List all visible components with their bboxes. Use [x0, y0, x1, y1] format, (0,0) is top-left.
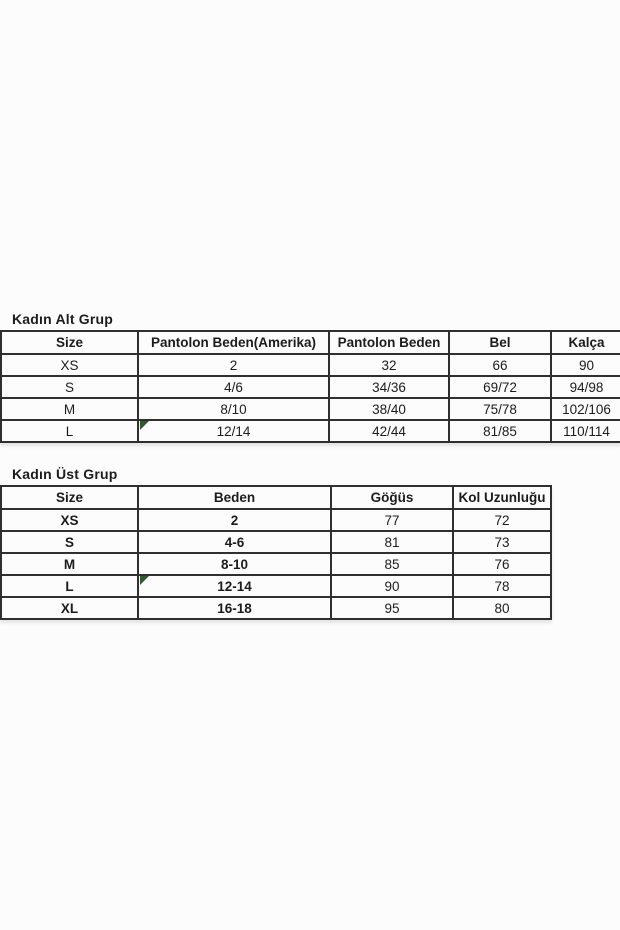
table-cell: 77: [331, 509, 453, 531]
table-cell: 4-6: [138, 531, 331, 553]
top-group-section: [0, 466, 552, 620]
table-cell: XL: [1, 597, 138, 619]
table-cell: 38/40: [329, 398, 449, 420]
table-cell: 32: [329, 354, 449, 376]
table-cell: 73: [453, 531, 551, 553]
top-group-title: Kadın Üst Grup: [12, 466, 118, 482]
table-row: [1, 398, 620, 420]
column-header: Kol Uzunluğu: [453, 486, 551, 509]
top-group-size-table: [0, 485, 552, 620]
table-row: [1, 509, 551, 531]
table-cell: 81: [331, 531, 453, 553]
table-cell: 42/44: [329, 420, 449, 442]
column-header: Kalça: [551, 331, 620, 354]
table-cell: 81/85: [449, 420, 551, 442]
table-cell: L: [1, 420, 138, 442]
table-row: [1, 553, 551, 575]
column-header: Pantolon Beden: [329, 331, 449, 354]
header-row: [1, 331, 620, 354]
bottom-group-size-table: [0, 330, 620, 443]
table-cell: 12-14: [138, 575, 331, 597]
table-cell: XS: [1, 509, 138, 531]
table-cell: 2: [138, 354, 329, 376]
table-cell: 16-18: [138, 597, 331, 619]
table-cell: 2: [138, 509, 331, 531]
table-row: [1, 354, 620, 376]
table-cell: 78: [453, 575, 551, 597]
table-cell: M: [1, 553, 138, 575]
column-header: Size: [1, 486, 138, 509]
table-cell: 110/114: [551, 420, 620, 442]
table-cell: 8-10: [138, 553, 331, 575]
table-row: [1, 597, 551, 619]
table-cell: 34/36: [329, 376, 449, 398]
bottom-group-title: Kadın Alt Grup: [12, 311, 114, 327]
table-cell: 80: [453, 597, 551, 619]
bottom-group-section: [0, 311, 620, 443]
green-corner-marker-icon: [140, 421, 149, 430]
table-cell: 72: [453, 509, 551, 531]
table-cell: L: [1, 575, 138, 597]
table-cell: 94/98: [551, 376, 620, 398]
table-cell: 90: [551, 354, 620, 376]
column-header: Size: [1, 331, 138, 354]
table-cell: 95: [331, 597, 453, 619]
column-header: Beden: [138, 486, 331, 509]
table-cell: S: [1, 376, 138, 398]
green-corner-marker-icon: [140, 576, 149, 585]
table-cell: 76: [453, 553, 551, 575]
column-header: Bel: [449, 331, 551, 354]
table-cell: 90: [331, 575, 453, 597]
table-cell: 8/10: [138, 398, 329, 420]
table-cell: 4/6: [138, 376, 329, 398]
table-cell: 66: [449, 354, 551, 376]
table-cell: 12/14: [138, 420, 329, 442]
column-header: Göğüs: [331, 486, 453, 509]
table-row: [1, 420, 620, 442]
header-row: [1, 486, 551, 509]
table-row: [1, 531, 551, 553]
table-cell: 85: [331, 553, 453, 575]
table-row: [1, 575, 551, 597]
column-header: Pantolon Beden(Amerika): [138, 331, 329, 354]
table-cell: 102/106: [551, 398, 620, 420]
table-cell: S: [1, 531, 138, 553]
table-cell: M: [1, 398, 138, 420]
table-cell: XS: [1, 354, 138, 376]
table-cell: 75/78: [449, 398, 551, 420]
table-cell: 69/72: [449, 376, 551, 398]
table-row: [1, 376, 620, 398]
